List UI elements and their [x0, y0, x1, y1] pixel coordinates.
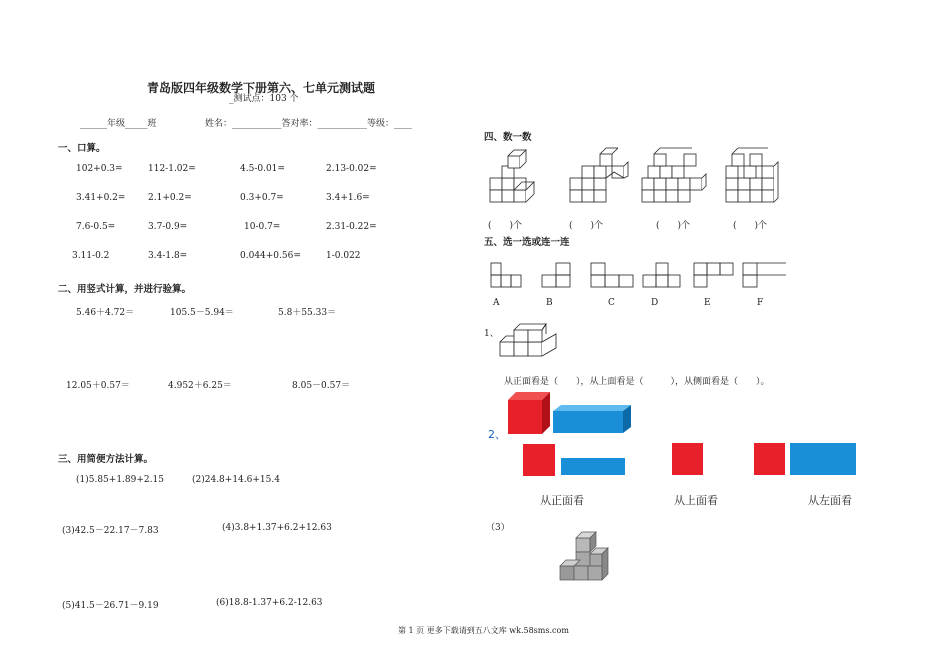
vertical-calc-problem: 105.5－5.94＝ [170, 308, 234, 318]
question-3-number: （3） [486, 523, 510, 533]
option-label: A [493, 298, 500, 308]
count-blank[interactable]: ( )个 [733, 221, 768, 231]
vertical-calc-problem: 5.8＋55.33＝ [278, 308, 337, 318]
question-1-cube-figure [498, 320, 560, 362]
section-2-title: 二、用竖式计算，并进行验算。 [58, 284, 192, 295]
vertical-calc-problem: 4.952＋6.25＝ [168, 381, 232, 391]
view-option-d [642, 262, 688, 292]
oral-problem: 4.5-0.01= [240, 164, 285, 174]
section-3-title: 三、用简便方法计算。 [58, 454, 154, 465]
red-cube-3d [508, 392, 552, 436]
red-square-view [672, 443, 703, 475]
option-label: B [546, 298, 553, 308]
oral-problem: 2.13-0.02= [326, 164, 377, 174]
gray-cube-figure [558, 528, 618, 588]
cube-figure-4 [720, 150, 782, 205]
blue-block-3d [553, 405, 633, 435]
simplify-problem: (4)3.8+1.37+6.2+12.63 [222, 523, 332, 533]
question-1-number: 1、 [484, 329, 499, 339]
oral-problem: 3.4-1.8= [148, 251, 188, 261]
vertical-calc-problem: 12.05＋0.57＝ [66, 381, 130, 391]
page-footer: 第 1 页 更多下载请到五八文库 wk.58sms.com [398, 626, 569, 635]
oral-problem: 102+0.3= [76, 164, 123, 174]
view-label: 从左面看 [808, 494, 852, 507]
view-option-b [541, 262, 577, 292]
option-label: D [651, 298, 659, 308]
section-1-title: 一、口算。 [58, 143, 106, 154]
question-2-number: 2、 [488, 428, 506, 441]
section-5-title: 五、选一选或连一连 [484, 237, 570, 248]
oral-problem: 3.7-0.9= [148, 222, 188, 232]
oral-problem: 112-1.02= [148, 164, 196, 174]
oral-problem: 2.31-0.22= [326, 222, 377, 232]
red-square-view [523, 444, 555, 476]
blue-rect-view [561, 458, 625, 475]
student-info: 姓名：___________答对率：___________等级：____ [205, 119, 413, 129]
oral-problem: 2.1+0.2= [148, 193, 192, 203]
blue-rect-view [790, 443, 856, 475]
count-blank[interactable]: ( )个 [488, 221, 523, 231]
view-label: 从正面看 [540, 494, 584, 507]
vertical-calc-problem: 5.46＋4.72＝ [76, 308, 135, 318]
class-info: ______年级_____班 [80, 119, 157, 129]
cube-figure-3 [640, 150, 710, 205]
simplify-problem: (6)18.8-1.37+6.2-12.63 [216, 598, 323, 608]
count-blank[interactable]: ( )个 [569, 221, 604, 231]
simplify-problem: (3)42.5－22.17－7.83 [62, 526, 159, 536]
red-square-view [754, 443, 785, 475]
simplify-problem: (2)24.8+14.6+15.4 [192, 475, 280, 485]
cube-figure-2 [568, 150, 632, 205]
page-subtitle: _测试点：103 个 [229, 94, 299, 104]
oral-problem: 0.3+0.7= [240, 193, 284, 203]
oral-problem: 3.41+0.2= [76, 193, 126, 203]
oral-problem: 1-0.022 [326, 251, 361, 261]
oral-problem: 7.6-0.5= [76, 222, 116, 232]
option-label: F [757, 298, 764, 308]
view-label: 从上面看 [674, 494, 718, 507]
simplify-problem: (5)41.5－26.71－9.19 [62, 601, 159, 611]
section-4-title: 四、数一数 [484, 132, 532, 143]
oral-problem: 0.044+0.56= [240, 251, 301, 261]
question-1-text: 从正面看是（ ），从上面看是（ ），从侧面看是（ ）。 [504, 377, 770, 387]
oral-problem: 3.11-0.2 [72, 251, 110, 261]
view-option-a [490, 262, 526, 292]
view-option-c [590, 262, 640, 292]
page-title: 青岛版四年级数学下册第六、七单元测试题 [147, 81, 376, 95]
oral-problem: 10-0.7= [244, 222, 281, 232]
view-option-e [693, 262, 739, 292]
vertical-calc-problem: 8.05－0.57＝ [292, 381, 351, 391]
simplify-problem: (1)5.85+1.89+2.15 [76, 475, 164, 485]
cube-figure-1 [488, 150, 548, 205]
view-option-f [742, 262, 792, 292]
option-label: C [608, 298, 615, 308]
oral-problem: 3.4+1.6= [326, 193, 370, 203]
count-blank[interactable]: ( )个 [656, 221, 691, 231]
option-label: E [704, 298, 711, 308]
